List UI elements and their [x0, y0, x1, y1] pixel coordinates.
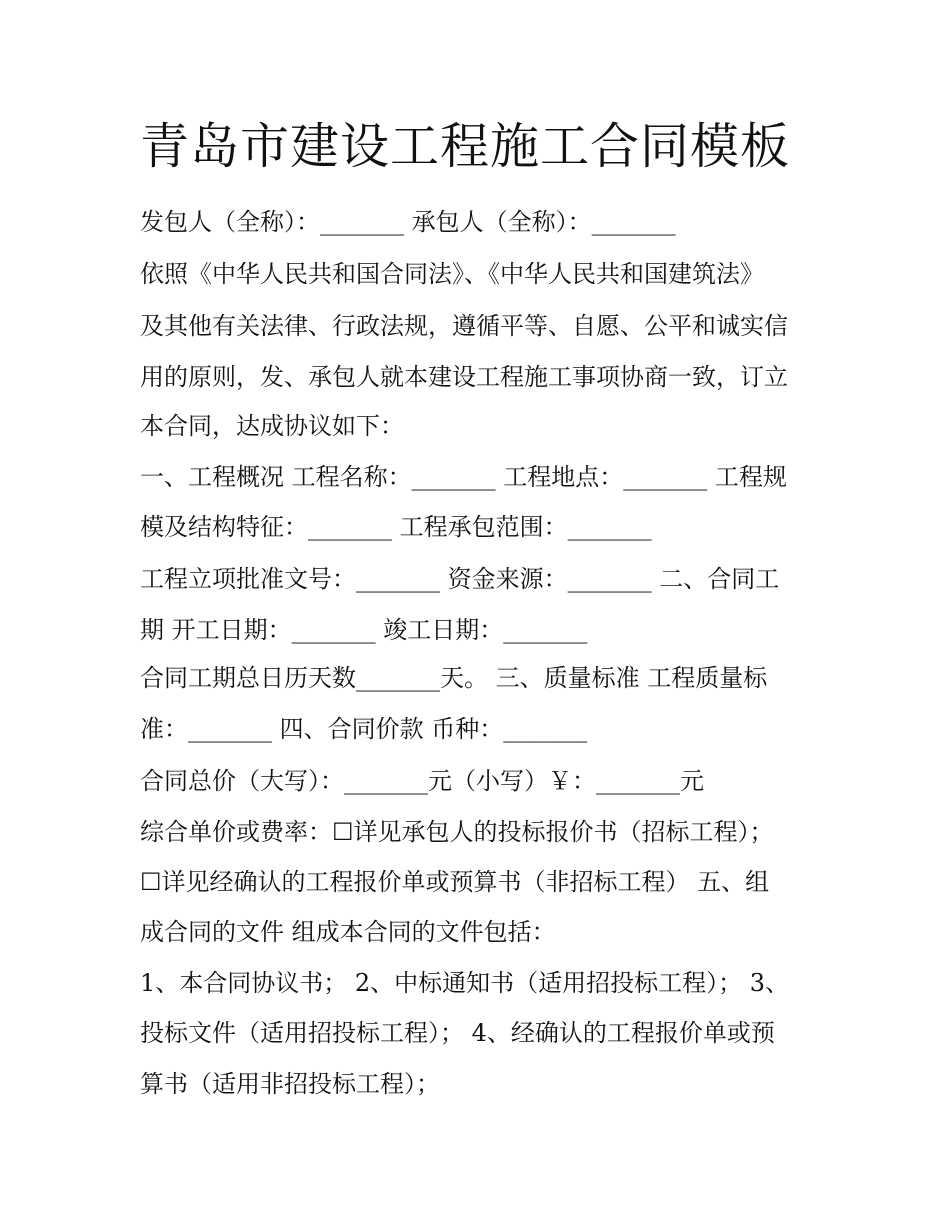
body-line: 算书（适用非招投标工程）；	[140, 1070, 440, 1098]
body-line: 合同工期总日历天数_______天。 三、质量标准 工程质量标	[140, 664, 768, 692]
body-line: 一、工程概况 工程名称：_______ 工程地点：_______ 工程规	[140, 463, 787, 491]
body-line: 投标文件（适用招投标工程）； 4、经确认的工程报价单或预	[140, 1019, 775, 1047]
body-line: 准：_______ 四、合同价款 币种：_______	[140, 715, 588, 743]
body-line: 及其他有关法律、行政法规，遵循平等、自愿、公平和诚实信	[140, 312, 788, 340]
body-line: 综合单价或费率：☐详见承包人的投标报价书（招标工程）；	[140, 818, 774, 846]
body-line: 用的原则，发、承包人就本建设工程施工事项协商一致，订立	[140, 363, 788, 391]
body-line: 本合同，达成协议如下：	[140, 412, 404, 440]
body-line: 工程立项批准文号：_______ 资金来源：_______ 二、合同工	[140, 565, 780, 593]
body-line: ☐详见经确认的工程报价单或预算书（非招标工程） 五、组	[140, 868, 770, 896]
body-line: 发包人（全称）：_______ 承包人（全称）：_______	[140, 208, 676, 236]
document-title: 青岛市建设工程施工合同模板	[140, 118, 791, 175]
body-line: 期 开工日期：_______ 竣工日期：_______	[140, 616, 588, 644]
body-line: 合同总价（大写）：_______元（小写）￥：_______元	[140, 767, 704, 795]
body-line: 模及结构特征：_______ 工程承包范围：_______	[140, 513, 652, 541]
body-line: 1、本合同协议书； 2、中标通知书（适用招投标工程）； 3、	[140, 969, 790, 997]
body-line: 依照《中华人民共和国合同法》、《中华人民共和国建筑法》	[140, 260, 764, 288]
body-line: 成合同的文件 组成本合同的文件包括：	[140, 918, 556, 946]
